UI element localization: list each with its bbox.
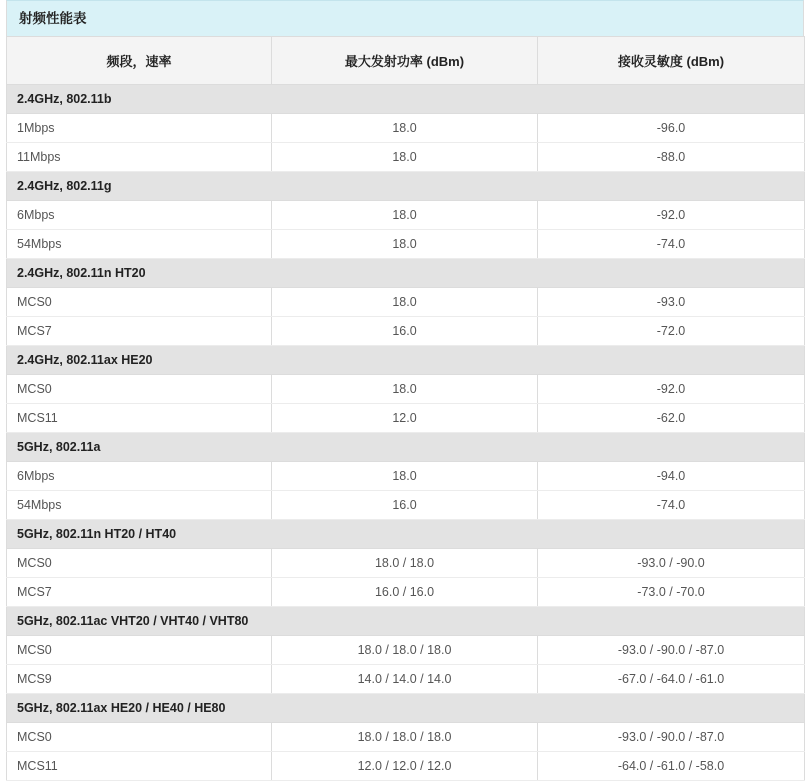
cell-rate-label: MCS0 — [7, 723, 272, 752]
group-label: 5GHz, 802.11a — [7, 433, 805, 462]
cell-rx-sensitivity: -92.0 — [538, 375, 805, 404]
cell-tx-power: 16.0 / 16.0 — [272, 578, 538, 607]
cell-rate-label: MCS11 — [7, 752, 272, 781]
cell-rx-sensitivity: -62.0 — [538, 404, 805, 433]
table-row — [7, 288, 805, 317]
cell-rate-label: MCS9 — [7, 665, 272, 694]
table-group-row — [7, 346, 805, 375]
rf-performance-table-container — [6, 0, 804, 781]
cell-rate-label: 6Mbps — [7, 462, 272, 491]
cell-tx-power: 18.0 — [272, 230, 538, 259]
table-row — [7, 230, 805, 259]
cell-tx-power: 18.0 / 18.0 / 18.0 — [272, 636, 538, 665]
cell-rx-sensitivity: -67.0 / -64.0 / -61.0 — [538, 665, 805, 694]
cell-tx-power: 12.0 — [272, 404, 538, 433]
table-row — [7, 114, 805, 143]
table-group-row — [7, 433, 805, 462]
table-header-row — [7, 37, 805, 85]
table-group-row — [7, 85, 805, 114]
table-row — [7, 636, 805, 665]
cell-rate-label: MCS0 — [7, 288, 272, 317]
cell-rx-sensitivity: -73.0 / -70.0 — [538, 578, 805, 607]
cell-rx-sensitivity: -93.0 / -90.0 — [538, 549, 805, 578]
cell-tx-power: 16.0 — [272, 317, 538, 346]
cell-rate-label: MCS7 — [7, 578, 272, 607]
cell-rx-sensitivity: -72.0 — [538, 317, 805, 346]
cell-rate-label: 6Mbps — [7, 201, 272, 230]
table-row — [7, 723, 805, 752]
cell-tx-power: 18.0 — [272, 375, 538, 404]
group-label: 2.4GHz, 802.11b — [7, 85, 805, 114]
cell-rate-label: 54Mbps — [7, 230, 272, 259]
table-group-row — [7, 172, 805, 201]
rf-performance-table — [6, 36, 805, 781]
cell-rate-label: MCS7 — [7, 317, 272, 346]
cell-rx-sensitivity: -96.0 — [538, 114, 805, 143]
cell-tx-power: 18.0 — [272, 201, 538, 230]
table-group-row — [7, 694, 805, 723]
table-row — [7, 752, 805, 781]
group-label: 2.4GHz, 802.11ax HE20 — [7, 346, 805, 375]
cell-rx-sensitivity: -88.0 — [538, 143, 805, 172]
cell-rate-label: 11Mbps — [7, 143, 272, 172]
cell-rx-sensitivity: -93.0 / -90.0 / -87.0 — [538, 636, 805, 665]
table-header — [7, 37, 805, 85]
table-row — [7, 665, 805, 694]
cell-tx-power: 14.0 / 14.0 / 14.0 — [272, 665, 538, 694]
table-row — [7, 578, 805, 607]
cell-rx-sensitivity: -93.0 / -90.0 / -87.0 — [538, 723, 805, 752]
cell-tx-power: 18.0 / 18.0 — [272, 549, 538, 578]
column-header-band-rate: 频段，速率 — [7, 37, 272, 85]
table-group-row — [7, 259, 805, 288]
table-row — [7, 317, 805, 346]
table-row — [7, 491, 805, 520]
table-row — [7, 462, 805, 491]
cell-tx-power: 16.0 — [272, 491, 538, 520]
group-label: 5GHz, 802.11n HT20 / HT40 — [7, 520, 805, 549]
table-row — [7, 143, 805, 172]
group-label: 2.4GHz, 802.11g — [7, 172, 805, 201]
cell-tx-power: 18.0 — [272, 288, 538, 317]
cell-rate-label: MCS0 — [7, 549, 272, 578]
table-group-row — [7, 520, 805, 549]
table-row — [7, 549, 805, 578]
cell-rx-sensitivity: -64.0 / -61.0 / -58.0 — [538, 752, 805, 781]
page-title: 射频性能表 — [6, 0, 804, 36]
group-label: 2.4GHz, 802.11n HT20 — [7, 259, 805, 288]
cell-rate-label: MCS0 — [7, 636, 272, 665]
cell-rate-label: 54Mbps — [7, 491, 272, 520]
cell-tx-power: 18.0 — [272, 462, 538, 491]
table-group-row — [7, 607, 805, 636]
group-label: 5GHz, 802.11ac VHT20 / VHT40 / VHT80 — [7, 607, 805, 636]
table-row — [7, 375, 805, 404]
table-body — [7, 85, 805, 781]
group-label: 5GHz, 802.11ax HE20 / HE40 / HE80 — [7, 694, 805, 723]
cell-rate-label: MCS11 — [7, 404, 272, 433]
cell-tx-power: 18.0 — [272, 143, 538, 172]
cell-tx-power: 12.0 / 12.0 / 12.0 — [272, 752, 538, 781]
cell-rx-sensitivity: -92.0 — [538, 201, 805, 230]
cell-rx-sensitivity: -74.0 — [538, 491, 805, 520]
cell-tx-power: 18.0 / 18.0 / 18.0 — [272, 723, 538, 752]
column-header-rx-sensitivity: 接收灵敏度 (dBm) — [538, 37, 805, 85]
cell-rx-sensitivity: -93.0 — [538, 288, 805, 317]
cell-rx-sensitivity: -74.0 — [538, 230, 805, 259]
cell-rate-label: 1Mbps — [7, 114, 272, 143]
cell-tx-power: 18.0 — [272, 114, 538, 143]
cell-rate-label: MCS0 — [7, 375, 272, 404]
table-row — [7, 404, 805, 433]
table-row — [7, 201, 805, 230]
cell-rx-sensitivity: -94.0 — [538, 462, 805, 491]
column-header-max-tx-power: 最大发射功率 (dBm) — [272, 37, 538, 85]
